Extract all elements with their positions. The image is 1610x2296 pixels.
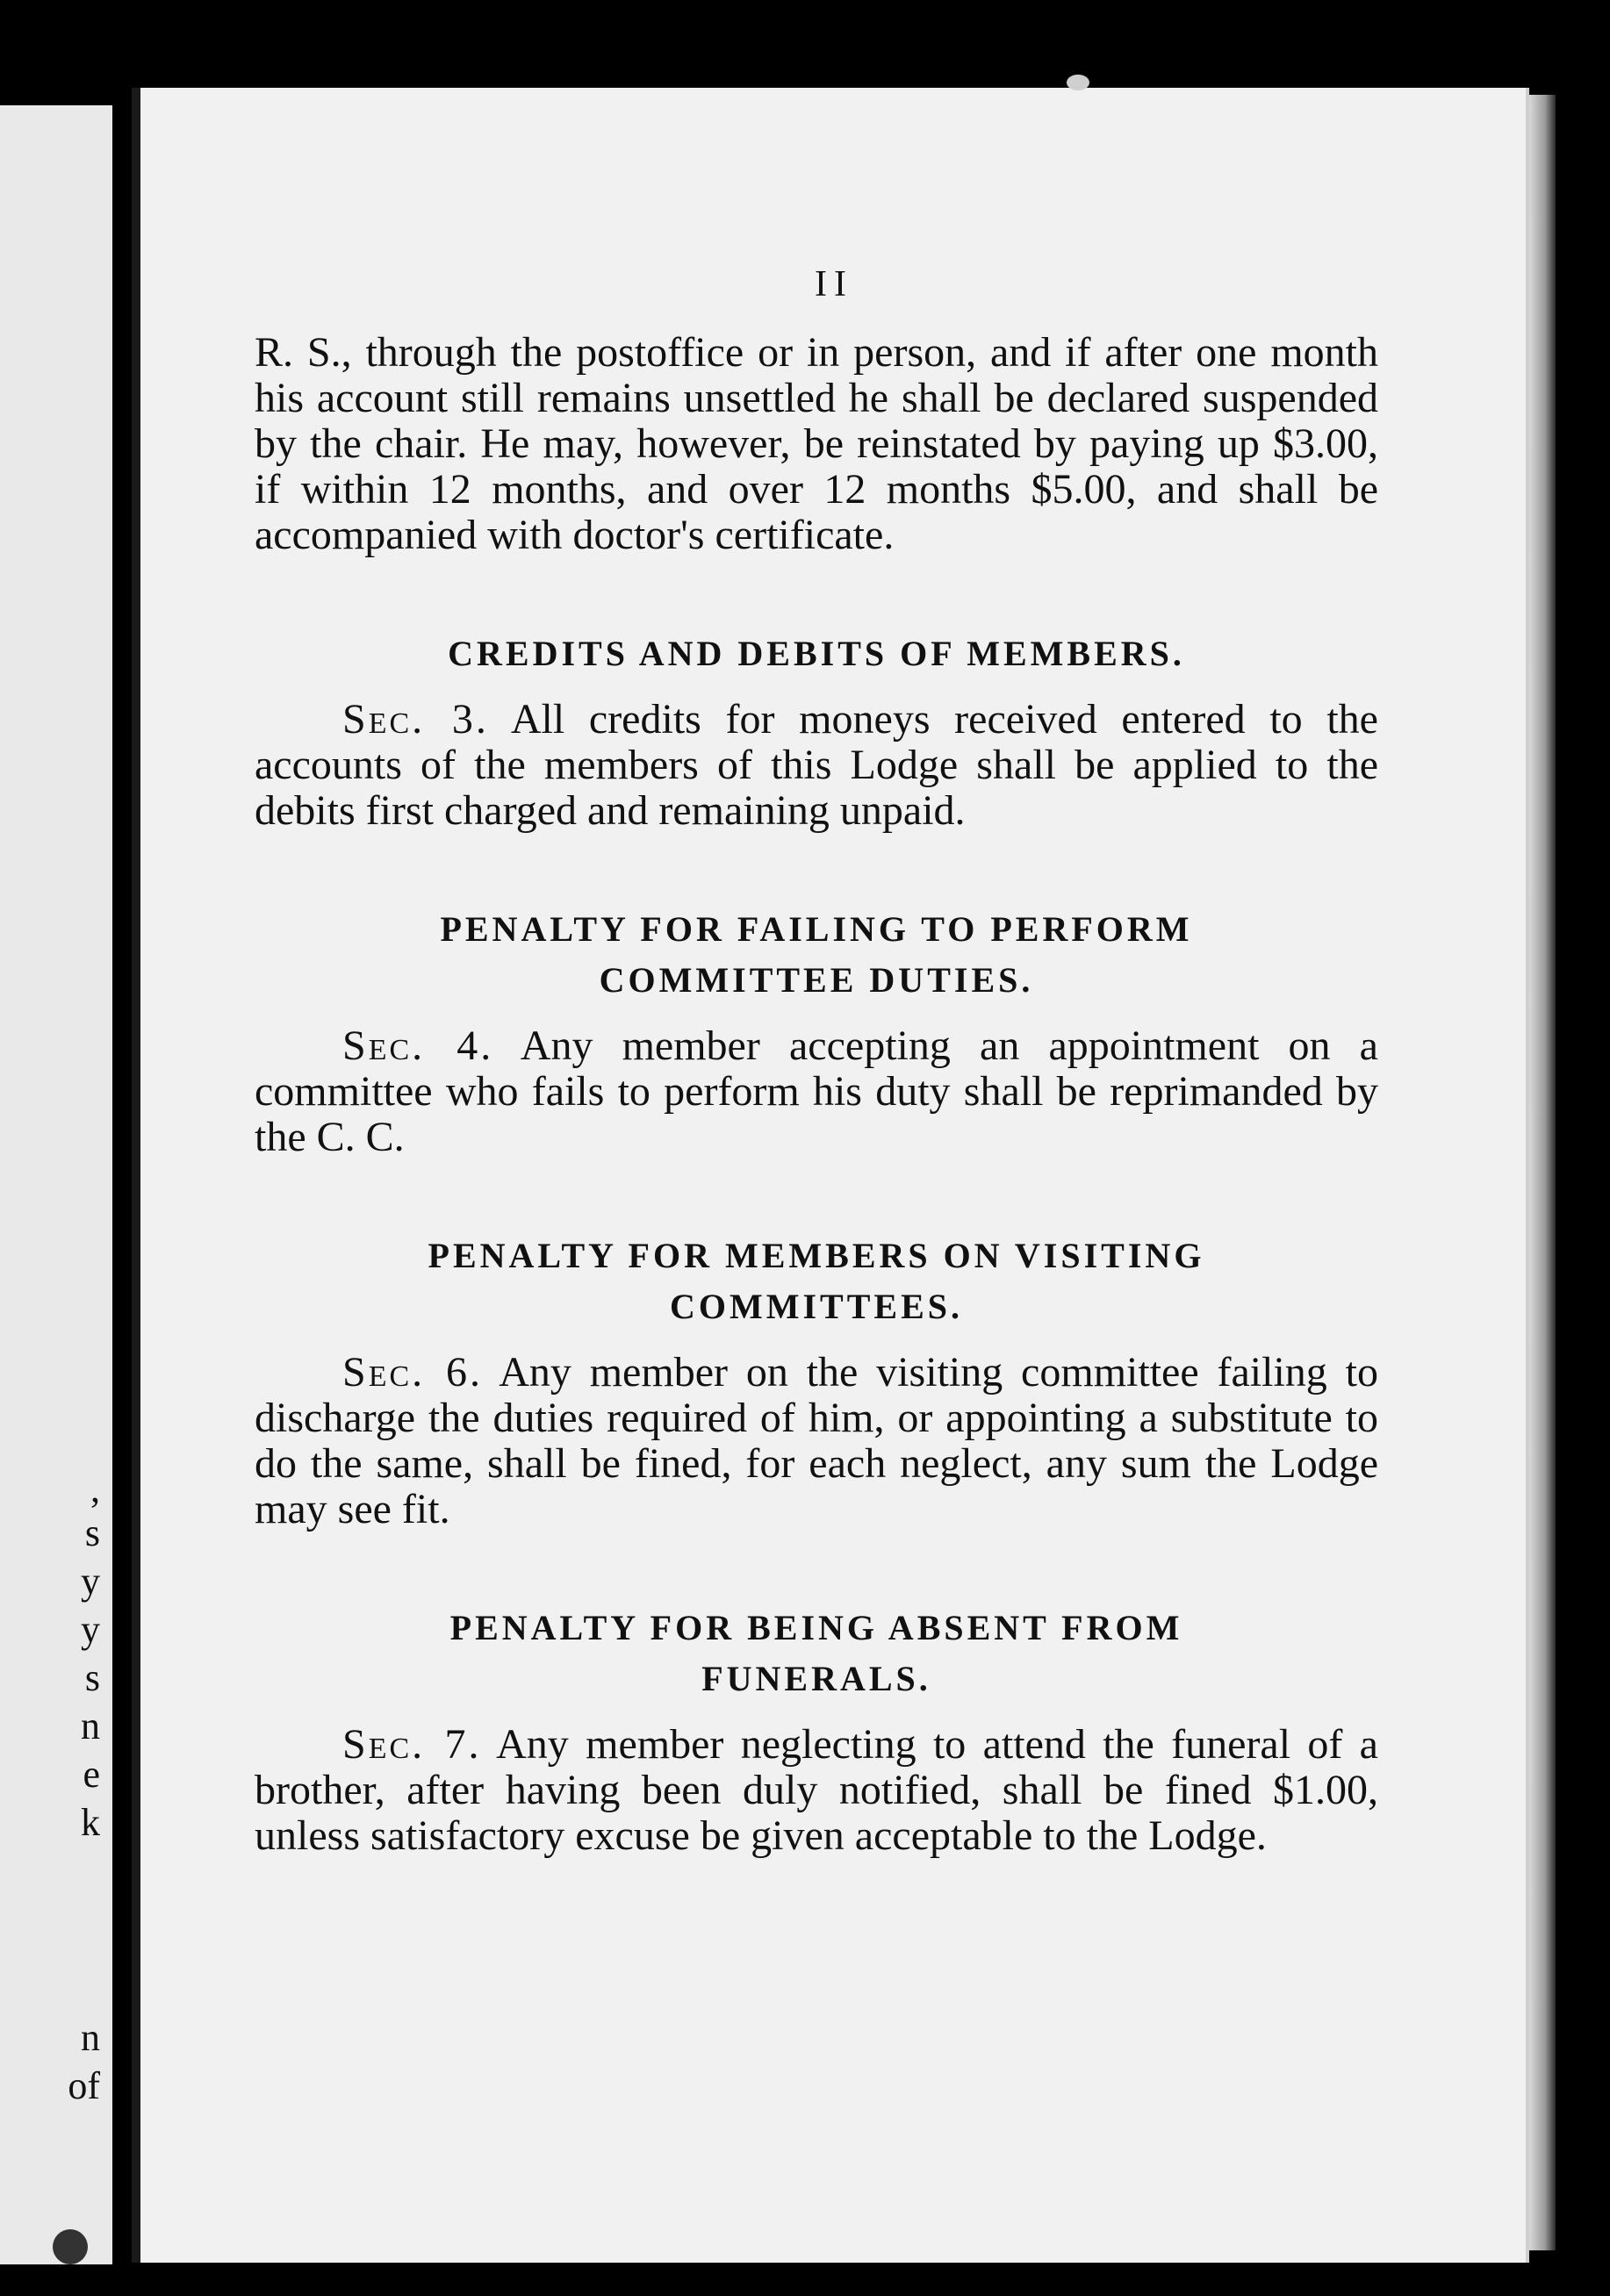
facing-page-fragment: of [68,2064,100,2107]
paper-speck [1067,75,1089,90]
section-body [255,1023,1378,1160]
section-text: Any member accepting an appointment on a committee who fails to perform his duty shall be reprimanded by the C. C. [255,1022,1378,1160]
facing-page-fragment: y [81,1608,100,1651]
section-visiting-committees [255,1231,1378,1532]
intro-paragraph: R. S., through the postoffice or in person, and if after one month his account still remains unsettled he shall be declared suspended by the chair. He may, however, be reinstated by paying up $3.00, if within 12 months, and over 12 months $5.00, and shall be accompanied with doctor's certificate. [255,329,1378,558]
section-committee-duties [255,904,1378,1160]
facing-page-fragment: , [90,1467,100,1510]
facing-page-fragment: s [84,1511,100,1554]
section-body [255,1350,1378,1532]
section-text: Any member neglecting to attend the funeral of a brother, after having been duly notified, shall be fined $1.00, unless satisfactory excuse be given acceptable to the Lodge. [255,1721,1378,1859]
facing-page-fragment: n [81,2016,100,2059]
section-text: All credits for moneys received entered to the accounts of the members of this Lodge shall be applied to the debits first charged and remaining unpaid. [255,696,1378,834]
facing-page-fragment: s [84,1656,100,1699]
page-edge-shadow [1529,95,1556,2250]
facing-page-fragment: k [81,1801,100,1844]
page-content [255,263,1378,1859]
section-text: Any member on the visiting committee failing to discharge the duties required of him, or appointing a substitute to do the same, shall be fined, for each neglect, any sum the Lodge may see fit. [255,1349,1378,1532]
section-heading: PENALTY FOR BEING ABSENT FROM FUNERALS. [449,1608,1183,1698]
facing-page-fragment: n [81,1704,100,1747]
section-label: Sec. 3. [342,696,489,743]
facing-page-edge [0,105,112,2264]
facing-page-fragment: y [81,1560,100,1603]
section-label: Sec. 4. [342,1022,494,1069]
section-label: Sec. 7. [342,1721,482,1768]
section-body [255,1722,1378,1859]
page-number: II [815,264,853,305]
paper-speck [53,2229,88,2264]
section-heading: PENALTY FOR FAILING TO PERFORM COMMITTEE DUTIES. [440,909,1193,1000]
section-body [255,697,1378,834]
section-heading: CREDITS AND DEBITS OF MEMBERS. [448,634,1185,673]
facing-page-fragment: e [83,1753,100,1796]
section-label: Sec. 6. [342,1349,483,1396]
section-absent-funerals [255,1603,1378,1859]
section-credits-debits [255,628,1378,834]
section-heading: PENALTY FOR MEMBERS ON VISITING COMMITTEES. [428,1236,1205,1326]
